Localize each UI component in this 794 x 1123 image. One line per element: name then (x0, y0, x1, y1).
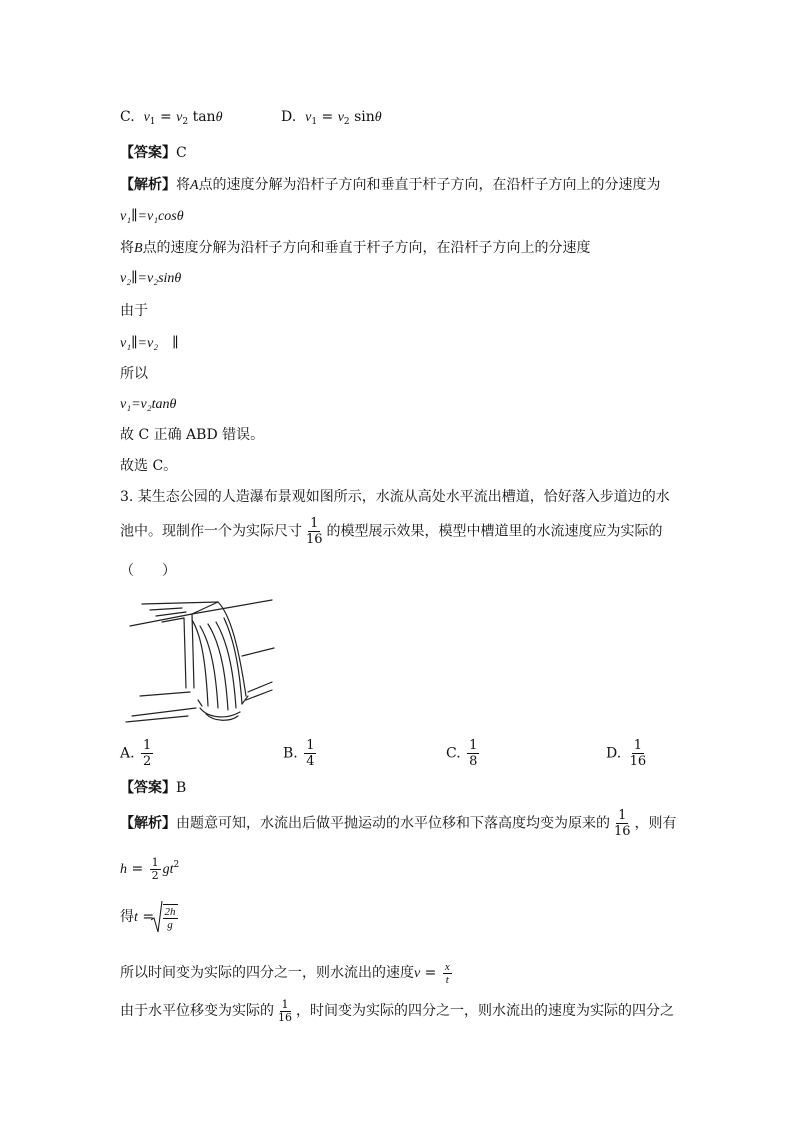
q2-therefore: 所以 (120, 366, 148, 382)
q2-formula-1: v₁∥=v₁cosθ (120, 209, 184, 224)
q2-analysis-line3: 将B点的速度分解为沿杆子方向和垂直于杆子方向，在沿杆子方向上的分速度 (120, 240, 591, 256)
q2-choice: 故选 C。 (120, 458, 178, 474)
q3-option-d: D. $\frac{1}{16}$ (606, 738, 647, 769)
q2-formula-4: v₁=v₂tanθ (120, 397, 177, 412)
q3-analysis-line5: 由于水平位移变为实际的 $\frac{1}{16}$ ，时间变为实际的四分之一，则水流出的速度为实际的四分之 (120, 997, 674, 1024)
q3-analysis-line1: 【解析】由题意可知，水流出后做平抛运动的水平位移和下落高度均变为原来的 $\frac{1}{16}$ ，则有 (120, 808, 677, 839)
sqrt-sign: $\frac{2h}{g}$ (161, 900, 180, 934)
q2-because: 由于 (120, 303, 148, 319)
q2-formula-2: v₂∥=v₂sinθ (120, 271, 182, 286)
q2-formula-3: v₁∥=v₂ ∥ (120, 336, 179, 351)
q2-answer: 【答案】C (120, 145, 187, 161)
q3-answer: 【答案】B (120, 780, 187, 796)
q2-conclusion: 故 C 正确 ABD 错误。 (120, 427, 265, 443)
q3-formula-h: h = $\frac{1}{2}$ $gt^2$ (120, 855, 180, 882)
q3-stem-line2: 池中。现制作一个为实际尺寸 $\frac{1}{16}$ 的模型展示效果，模型中槽道里的水流速度应为实际的 (120, 516, 663, 547)
q2-analysis-line1: 【解析】将A点的速度分解为沿杆子方向和垂直于杆子方向，在沿杆子方向上的分速度为 (120, 177, 661, 193)
option-c: C. $v_1 = v_2$ tanθ (120, 109, 223, 127)
q3-analysis-line4: 所以时间变为实际的四分之一，则水流出的速度v = $\frac{x}{t}$ (120, 960, 450, 986)
q3-option-a: A. $\frac{1}{2}$ (120, 738, 152, 769)
q3-stem-line1: 3. 某生态公园的人造瀑布景观如图所示，水流从高处水平流出槽道，恰好落入步道边的水 (120, 489, 670, 505)
option-d: D. $v_1 = v_2$ sinθ (281, 109, 382, 127)
q3-option-c: C. $\frac{1}{8}$ (446, 738, 478, 769)
waterfall-figure (122, 596, 282, 736)
q3-option-b: B. $\frac{1}{4}$ (283, 738, 315, 769)
q3-formula-t: 得t = $\frac{2h}{g}$ (120, 900, 180, 935)
q3-stem-paren: （ ） (120, 563, 176, 579)
